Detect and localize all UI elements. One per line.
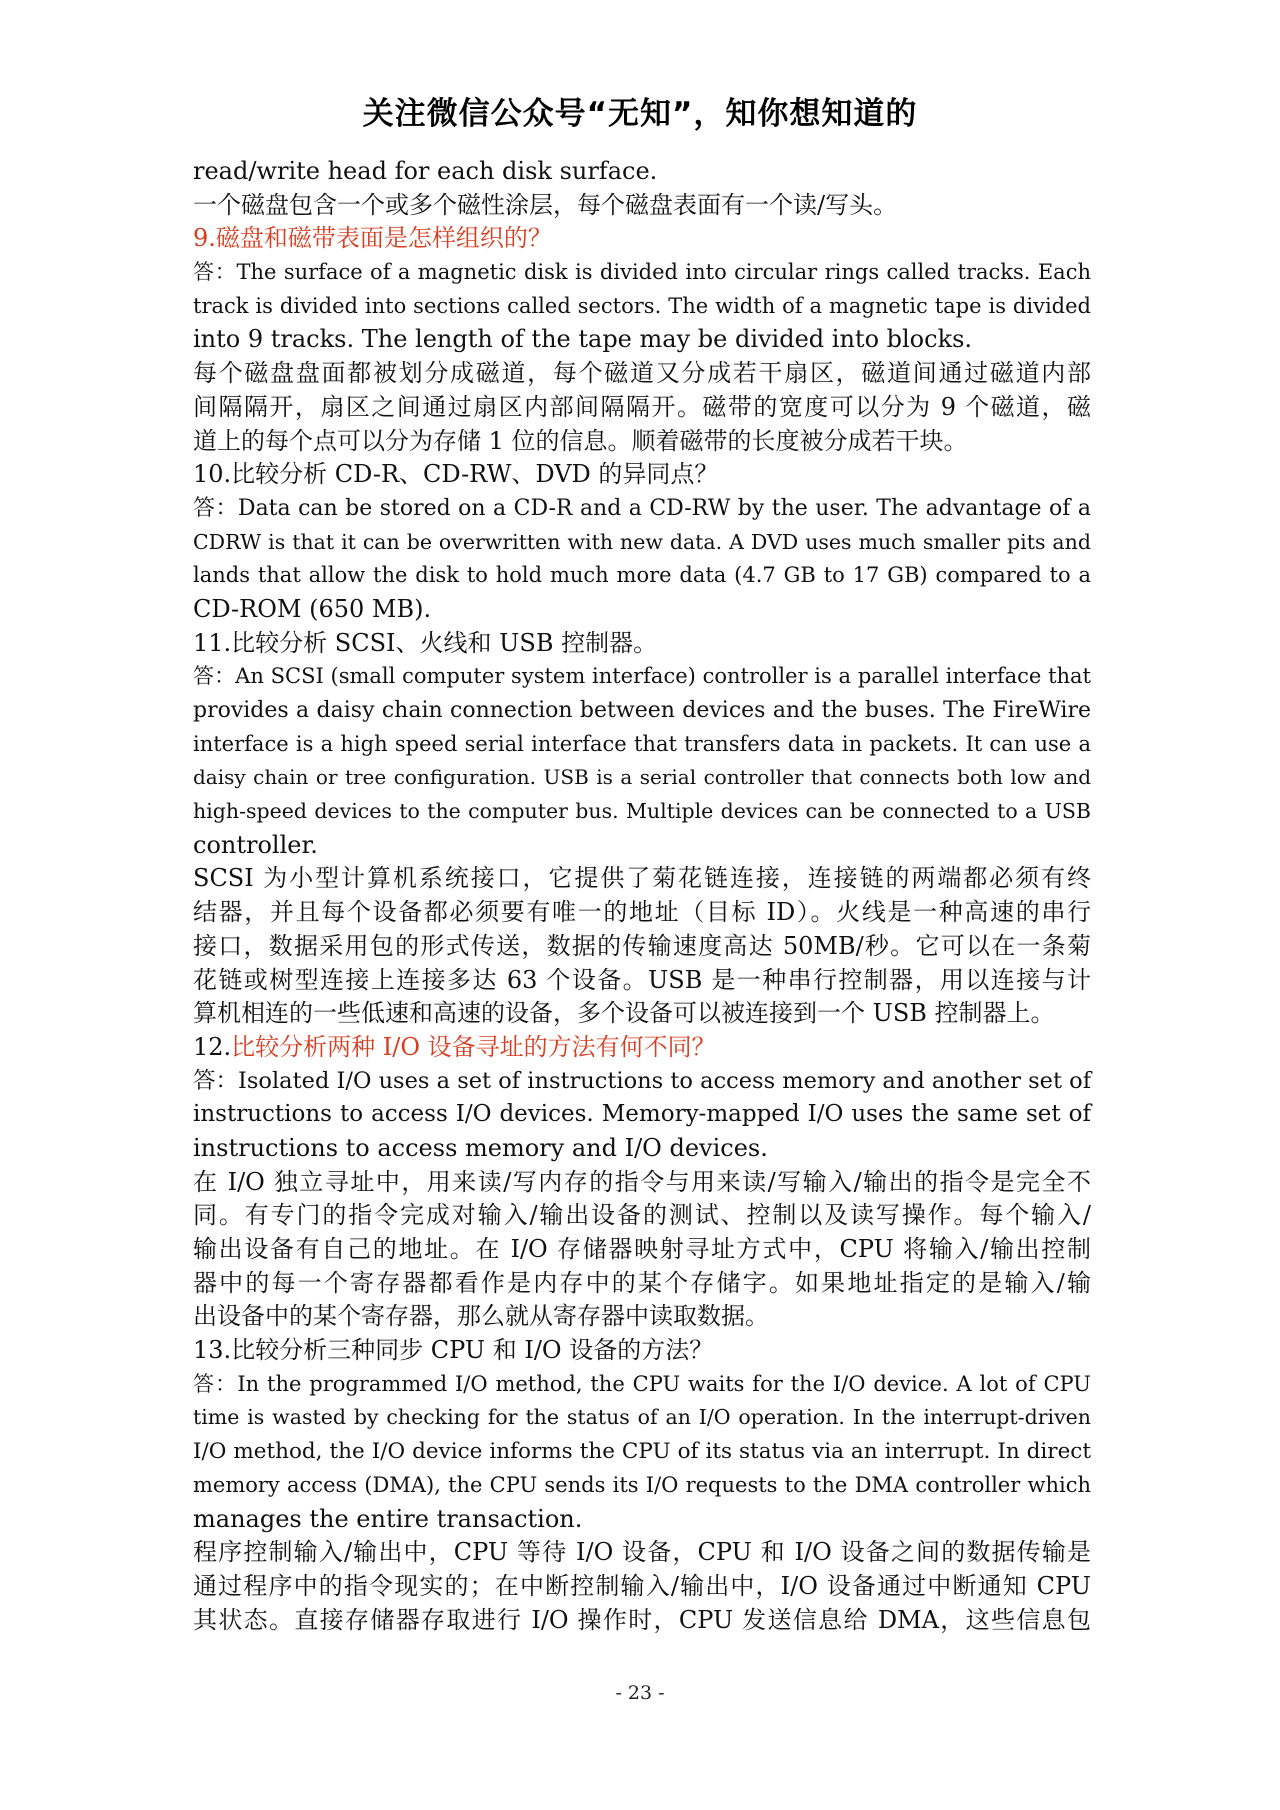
text-line: SCSI 为小型计算机系统接口，它提供了菊花链连接，连接链的两端都必须有终: [193, 864, 1091, 893]
page-number: - 23 -: [615, 1682, 665, 1704]
answer-line: instructions to access memory and I/O devices.: [193, 1133, 768, 1162]
text-line: 每个磁盘盘面都被划分成磁道，每个磁道又分成若干扇区，磁道间通过磁道内部: [193, 359, 1091, 388]
answer-line: 答：The surface of a magnetic disk is divided into circular rings called tracks. Each: [193, 260, 1091, 285]
answer-line: time is wasted by checking for the status of an I/O operation. In the interrupt-driven: [193, 1405, 1091, 1430]
page-header-title: 关注微信公众号“无知”，知你想知道的: [362, 96, 918, 132]
answer-line: instructions to access I/O devices. Memory-mapped I/O uses the same set of: [193, 1101, 1091, 1128]
question-heading-13: 13.比较分析三种同步 CPU 和 I/O 设备的方法？: [193, 1336, 714, 1365]
document-body: [193, 155, 1091, 1637]
answer-line: memory access (DMA), the CPU sends its I/O requests to the DMA controller which: [193, 1472, 1091, 1497]
text-line: 接口，数据采用包的形式传送，数据的传输速度高达 50MB/秒。它可以在一条菊: [193, 931, 1091, 960]
text-line: 在 I/O 独立寻址中，用来读/写内存的指令与用来读/写输入/输出的指令是完全不: [193, 1167, 1091, 1196]
text-line: 一个磁盘包含一个或多个磁性涂层，每个磁盘表面有一个读/写头。: [193, 190, 898, 219]
text-line: 通过程序中的指令现实的；在中断控制输入/输出中，I/O 设备通过中断通知 CPU: [193, 1571, 1091, 1600]
text-line: 道上的每个点可以分为存储 1 位的信息。顺着磁带的长度被分成若干块。: [193, 426, 968, 455]
answer-line: 答：Data can be stored on a CD-R and a CD-RW by the user. The advantage of a: [193, 495, 1091, 521]
text-line: 花链或树型连接上连接多达 63 个设备。USB 是一种串行控制器，用以连接与计: [193, 965, 1091, 994]
answer-line: manages the entire transaction.: [193, 1504, 583, 1533]
answer-line: track is divided into sections called sectors. The width of a magnetic tape is divided: [193, 293, 1091, 318]
text-line: 算机相连的一些低速和高速的设备，多个设备可以被连接到一个 USB 控制器上。: [193, 999, 1055, 1028]
answer-line: 答：Isolated I/O uses a set of instructions to access memory and another set of: [193, 1067, 1092, 1094]
answer-line: controller.: [193, 830, 318, 859]
answer-line: 答：In the programmed I/O method, the CPU waits for the I/O device. A lot of CPU: [193, 1371, 1091, 1396]
answer-line: into 9 tracks. The length of the tape may be divided into blocks.: [193, 325, 973, 354]
text-line: 程序控制输入/输出中，CPU 等待 I/O 设备，CPU 和 I/O 设备之间的数据传输是: [193, 1538, 1091, 1567]
question-heading-11: 11.比较分析 SCSI、火线和 USB 控制器。: [193, 628, 658, 657]
question-heading-9: 9.磁盘和磁带表面是怎样组织的？: [193, 224, 552, 253]
text-line: 同。有专门的指令完成对输入/输出设备的测试、控制以及读写操作。每个输入/: [193, 1201, 1091, 1230]
answer-line: CDRW is that it can be overwritten with new data. A DVD uses much smaller pits and: [193, 529, 1091, 554]
question-number: 12.: [193, 1032, 232, 1061]
question-heading-12: [193, 1031, 1091, 1065]
question-text: 比较分析两种 I/O 设备寻址的方法有何不同？: [231, 1032, 716, 1061]
text-line: 间隔隔开，扇区之间通过扇区内部间隔隔开。磁带的宽度可以分为 9 个磁道，磁: [193, 392, 1091, 421]
text-line: 输出设备有自己的地址。在 I/O 存储器映射寻址方式中，CPU 将输入/输出控制: [193, 1235, 1091, 1263]
answer-line: CD-ROM (650 MB).: [193, 594, 432, 623]
answer-line: high-speed devices to the computer bus. Multiple devices can be connected to a USB: [193, 799, 1091, 824]
text-line: 其状态。直接存储器存取进行 I/O 操作时，CPU 发送信息给 DMA，这些信息包: [193, 1605, 1091, 1634]
text-line: read/write head for each disk surface.: [193, 157, 658, 185]
answer-line: provides a daisy chain connection between devices and the buses. The FireWire: [193, 698, 1091, 723]
question-heading-10: 10.比较分析 CD-R、CD-RW、DVD 的异同点？: [193, 460, 719, 489]
answer-line: I/O method, the I/O device informs the CPU of its status via an interrupt. In direct: [193, 1439, 1091, 1465]
text-line: 器中的每一个寄存器都看作是内存中的某个存储字。如果地址指定的是输入/输: [193, 1268, 1091, 1297]
answer-line: 答：An SCSI (small computer system interface) controller is a parallel interface that: [193, 664, 1091, 689]
answer-line: lands that allow the disk to hold much more data (4.7 GB to 17 GB) compared to a: [193, 563, 1091, 588]
answer-line: daisy chain or tree configuration. USB is a serial controller that connects both low and: [193, 765, 1091, 790]
text-line: 结器，并且每个设备都必须要有唯一的地址（目标 ID）。火线是一种高速的串行: [193, 898, 1091, 927]
text-line: 出设备中的某个寄存器，那么就从寄存器中读取数据。: [193, 1302, 769, 1331]
answer-line: interface is a high speed serial interface that transfers data in packets. It can use a: [193, 731, 1091, 756]
